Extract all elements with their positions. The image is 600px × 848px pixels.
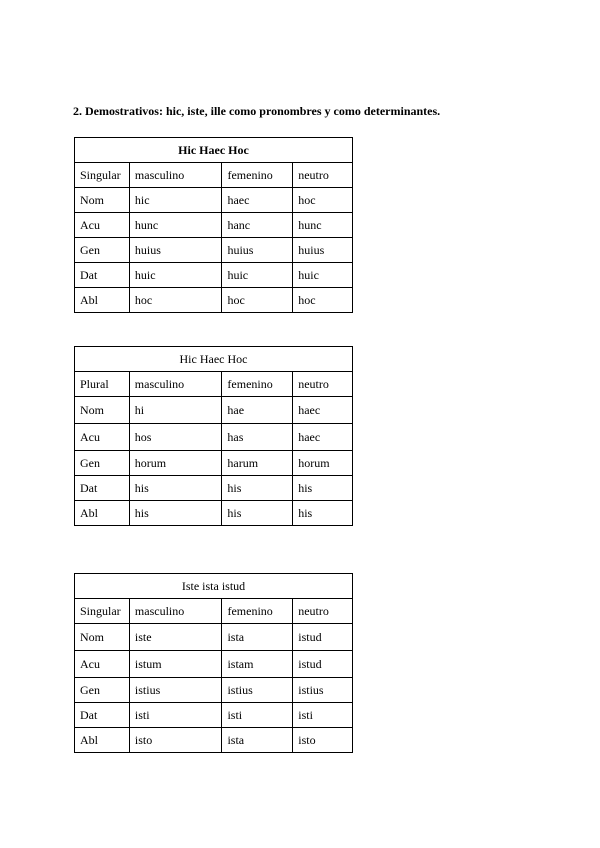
- form-cell: istud: [293, 651, 353, 678]
- case-cell: Abl: [75, 501, 130, 526]
- form-cell: his: [222, 476, 293, 501]
- header-cell: Singular: [75, 163, 130, 188]
- form-cell: iste: [129, 624, 222, 651]
- form-cell: haec: [222, 188, 293, 213]
- case-cell: Dat: [75, 476, 130, 501]
- form-cell: haec: [293, 424, 353, 451]
- form-cell: hoc: [129, 288, 222, 313]
- form-cell: istum: [129, 651, 222, 678]
- declension-table-hic-singular: [74, 137, 353, 313]
- header-cell: masculino: [129, 599, 222, 624]
- header-cell: neutro: [293, 372, 353, 397]
- case-cell: Nom: [75, 397, 130, 424]
- form-cell: isti: [293, 703, 353, 728]
- table-row: [75, 451, 353, 476]
- table-header-row: [75, 163, 353, 188]
- header-cell: Plural: [75, 372, 130, 397]
- table-row: [75, 188, 353, 213]
- form-cell: ista: [222, 728, 293, 753]
- form-cell: istud: [293, 624, 353, 651]
- case-cell: Abl: [75, 728, 130, 753]
- header-cell: femenino: [222, 163, 293, 188]
- form-cell: istius: [129, 678, 222, 703]
- form-cell: hae: [222, 397, 293, 424]
- header-cell: masculino: [129, 163, 222, 188]
- table-row: [75, 678, 353, 703]
- table-row: [75, 624, 353, 651]
- table-title: Hic Haec Hoc: [75, 347, 353, 372]
- table-title: Iste ista istud: [75, 574, 353, 599]
- form-cell: huius: [293, 238, 353, 263]
- table-row: [75, 728, 353, 753]
- header-cell: masculino: [129, 372, 222, 397]
- form-cell: isto: [129, 728, 222, 753]
- case-cell: Dat: [75, 263, 130, 288]
- table-header-row: [75, 599, 353, 624]
- header-cell: neutro: [293, 163, 353, 188]
- form-cell: his: [293, 501, 353, 526]
- form-cell: huic: [129, 263, 222, 288]
- form-cell: hunc: [129, 213, 222, 238]
- form-cell: isti: [222, 703, 293, 728]
- form-cell: isti: [129, 703, 222, 728]
- case-cell: Nom: [75, 624, 130, 651]
- form-cell: huic: [293, 263, 353, 288]
- form-cell: his: [222, 501, 293, 526]
- form-cell: his: [129, 476, 222, 501]
- form-cell: huius: [129, 238, 222, 263]
- table-title-row: [75, 347, 353, 372]
- table-row: [75, 397, 353, 424]
- case-cell: Acu: [75, 213, 130, 238]
- form-cell: istam: [222, 651, 293, 678]
- table-header-row: [75, 372, 353, 397]
- case-cell: Acu: [75, 651, 130, 678]
- form-cell: his: [129, 501, 222, 526]
- form-cell: hoc: [293, 188, 353, 213]
- form-cell: horum: [129, 451, 222, 476]
- case-cell: Dat: [75, 703, 130, 728]
- form-cell: ista: [222, 624, 293, 651]
- case-cell: Nom: [75, 188, 130, 213]
- table-row: [75, 238, 353, 263]
- form-cell: hoc: [293, 288, 353, 313]
- case-cell: Gen: [75, 238, 130, 263]
- header-cell: femenino: [222, 599, 293, 624]
- header-cell: femenino: [222, 372, 293, 397]
- form-cell: hoc: [222, 288, 293, 313]
- case-cell: Gen: [75, 451, 130, 476]
- declension-table-iste-singular: [74, 573, 353, 753]
- table-row: [75, 288, 353, 313]
- table-row: [75, 424, 353, 451]
- form-cell: istius: [222, 678, 293, 703]
- table-title-row: [75, 574, 353, 599]
- section-heading: 2. Demostrativos: hic, iste, ille como pronombres y como determinantes.: [73, 104, 441, 118]
- form-cell: harum: [222, 451, 293, 476]
- form-cell: huius: [222, 238, 293, 263]
- table-row: [75, 703, 353, 728]
- case-cell: Gen: [75, 678, 130, 703]
- form-cell: huic: [222, 263, 293, 288]
- form-cell: hic: [129, 188, 222, 213]
- form-cell: hanc: [222, 213, 293, 238]
- form-cell: hunc: [293, 213, 353, 238]
- form-cell: has: [222, 424, 293, 451]
- table-row: [75, 213, 353, 238]
- declension-table-hic-plural: [74, 346, 353, 526]
- table-row: [75, 651, 353, 678]
- form-cell: horum: [293, 451, 353, 476]
- form-cell: haec: [293, 397, 353, 424]
- table-row: [75, 476, 353, 501]
- table-row: [75, 263, 353, 288]
- table-title-row: [75, 138, 353, 163]
- case-cell: Acu: [75, 424, 130, 451]
- form-cell: hi: [129, 397, 222, 424]
- form-cell: istius: [293, 678, 353, 703]
- case-cell: Abl: [75, 288, 130, 313]
- form-cell: hos: [129, 424, 222, 451]
- table-row: [75, 501, 353, 526]
- header-cell: neutro: [293, 599, 353, 624]
- header-cell: Singular: [75, 599, 130, 624]
- form-cell: isto: [293, 728, 353, 753]
- form-cell: his: [293, 476, 353, 501]
- table-title: Hic Haec Hoc: [75, 138, 353, 163]
